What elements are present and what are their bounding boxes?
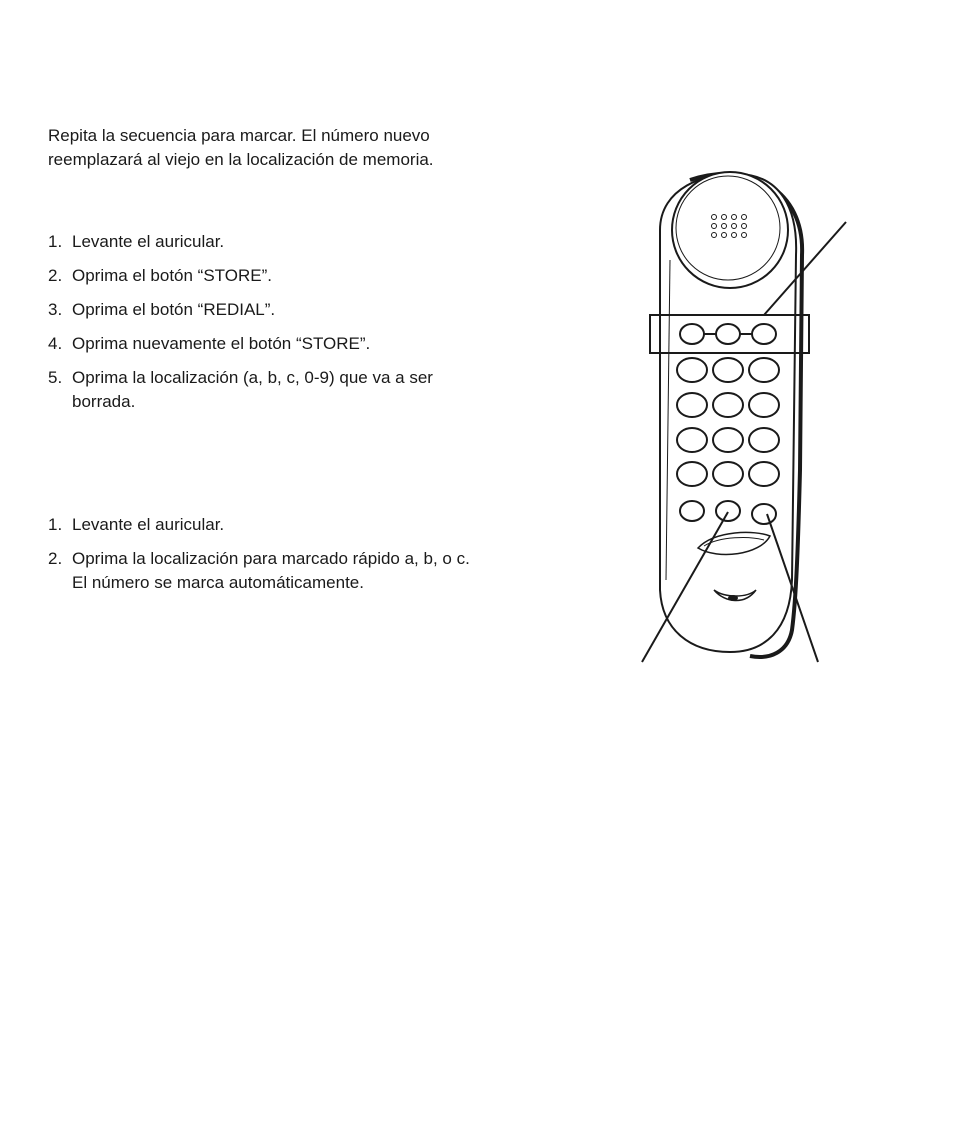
function-button-middle[interactable]	[716, 324, 740, 344]
keypad-button[interactable]	[677, 358, 707, 382]
step-text	[72, 547, 578, 595]
step-text	[72, 366, 578, 414]
earpiece	[672, 172, 788, 288]
list-item	[48, 230, 578, 254]
step-number: 2.	[48, 266, 63, 285]
keypad-button[interactable]	[677, 462, 707, 486]
keypad-button[interactable]	[713, 428, 743, 452]
keypad-button[interactable]	[749, 462, 779, 486]
keypad-button[interactable]	[749, 428, 779, 452]
intro-line-2: reemplazará al viejo en la localización de memoria.	[48, 150, 434, 169]
list-item	[48, 513, 578, 537]
step-text: Oprima el botón “STORE”.	[72, 266, 272, 285]
step-text-line-1: Oprima la localización para marcado rápido a, b, o c.	[72, 549, 470, 568]
keypad-button[interactable]	[749, 393, 779, 417]
bottom-button-right[interactable]	[752, 504, 776, 524]
step-text: Levante el auricular.	[72, 232, 225, 251]
step-number: 1.	[48, 515, 63, 534]
step-text-line-2: El número se marca automáticamente.	[72, 573, 364, 592]
microphone-hole	[728, 595, 738, 601]
step-text: Levante el auricular.	[72, 515, 225, 534]
step-text: Oprima nuevamente el botón “STORE”.	[72, 334, 371, 353]
step-text-line-2: borrada.	[72, 392, 136, 411]
keypad-button[interactable]	[713, 462, 743, 486]
step-number: 5.	[48, 368, 63, 387]
step-number: 4.	[48, 334, 63, 353]
speed-dial-steps-list	[48, 513, 578, 605]
bottom-button-middle[interactable]	[716, 501, 740, 521]
keypad-button[interactable]	[713, 358, 743, 382]
step-number: 3.	[48, 300, 63, 319]
step-number: 1.	[48, 232, 63, 251]
keypad-button[interactable]	[677, 428, 707, 452]
list-item	[48, 547, 578, 595]
function-button-right[interactable]	[752, 324, 776, 344]
list-item	[48, 366, 578, 414]
keypad-button[interactable]	[713, 393, 743, 417]
step-text: Oprima el botón “REDIAL”.	[72, 300, 276, 319]
erase-steps-list	[48, 230, 578, 424]
bottom-button-left[interactable]	[680, 501, 704, 521]
phone-handset-illustration	[630, 160, 870, 670]
intro-line-1: Repita la secuencia para marcar. El número nuevo	[48, 126, 430, 145]
step-number: 2.	[48, 549, 63, 568]
list-item	[48, 298, 578, 322]
keypad-button[interactable]	[677, 393, 707, 417]
list-item	[48, 264, 578, 288]
function-button-left[interactable]	[680, 324, 704, 344]
step-text-line-1: Oprima la localización (a, b, c, 0-9) que va a ser	[72, 368, 433, 387]
function-buttons	[680, 324, 776, 344]
keypad-button[interactable]	[749, 358, 779, 382]
list-item	[48, 332, 578, 356]
intro-paragraph	[48, 124, 568, 172]
